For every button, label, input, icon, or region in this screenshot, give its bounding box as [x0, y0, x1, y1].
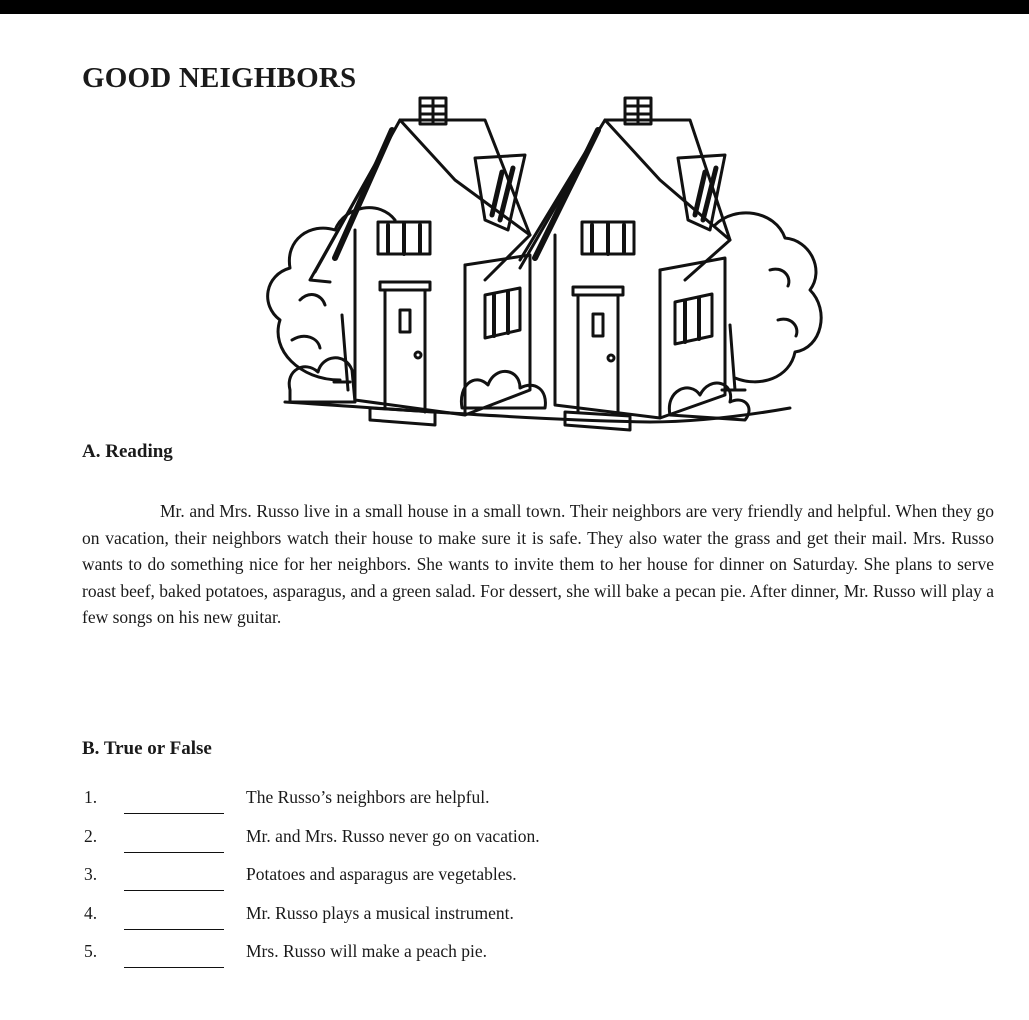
question-text: Mr. and Mrs. Russo never go on vacation. [246, 825, 540, 846]
question-3 [82, 864, 982, 903]
answer-blank[interactable] [124, 929, 224, 930]
question-text: Mrs. Russo will make a peach pie. [246, 941, 488, 962]
reading-passage [82, 498, 994, 631]
question-number: 4. [84, 902, 98, 923]
question-number: 3. [84, 864, 98, 885]
answer-blank[interactable] [124, 890, 224, 891]
answer-blank[interactable] [124, 813, 224, 814]
question-number: 5. [84, 941, 98, 962]
question-1 [82, 787, 982, 826]
question-text: Potatoes and asparagus are vegetables. [246, 864, 517, 885]
answer-blank[interactable] [124, 852, 224, 853]
top-edge-bar [0, 0, 1029, 14]
answer-blank[interactable] [124, 967, 224, 968]
question-text: The Russo’s neighbors are helpful. [246, 787, 490, 807]
question-text: Mr. Russo plays a musical instrument. [246, 902, 514, 923]
question-4 [82, 903, 982, 942]
page-title: GOOD NEIGHBORS [82, 62, 357, 94]
section-a-heading: A. Reading [82, 441, 173, 462]
question-5 [82, 941, 982, 980]
true-false-list [82, 787, 982, 980]
section-b-heading: B. True or False [82, 738, 212, 759]
question-number: 2. [84, 825, 98, 846]
two-houses-with-trees-illustration [230, 90, 830, 450]
reading-paragraph: Mr. and Mrs. Russo live in a small house in a small town. Their neighbors are very friendly and helpful. When they go on vacation, their neighbors watch their house to make sure it is safe. They also water the grass and get their mail. Mrs. Russo wants to do something nice for her neighbors. She wants to invite them to her house for dinner on Saturday. She plans to serve roast beef, baked potatoes, asparagus, and a green salad. For dessert, she will bake a pecan pie. After dinner, Mr. Russo will play a few songs on his new guitar. [82, 501, 994, 627]
question-number: 1. [84, 787, 98, 807]
question-2 [82, 826, 982, 865]
